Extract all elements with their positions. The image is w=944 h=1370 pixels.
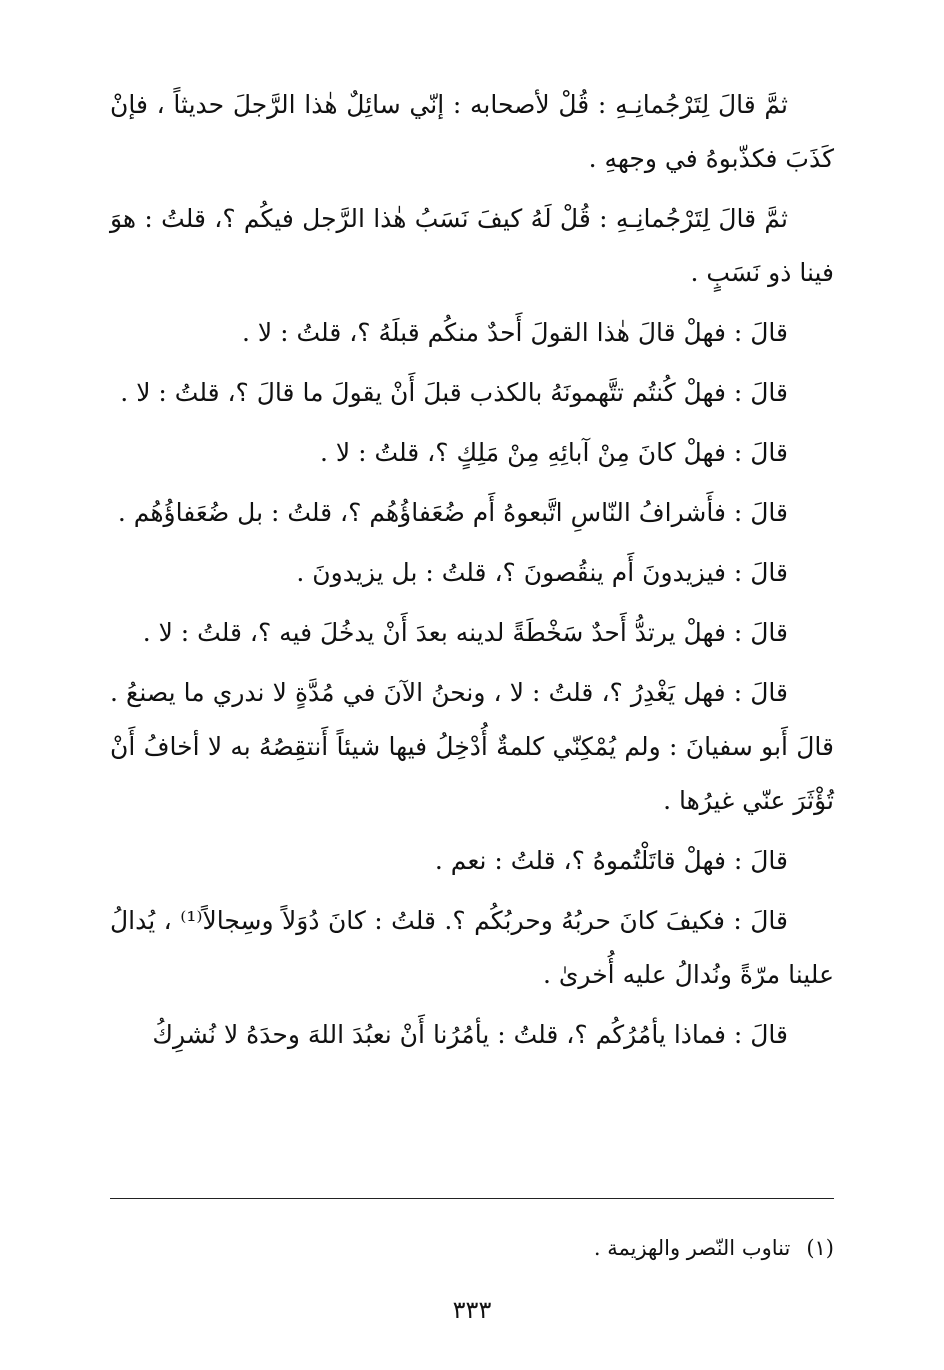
paragraph: قالَ : فكيفَ كانَ حربُهُ وحربُكُم ؟. قلتُ : كانَ دُوَلاً وسِجالاً⁽¹⁾ ، يُدالُ علينا مرّةً ونُدالُ عليه أُخرىٰ . <box>110 906 834 989</box>
paragraph: قالَ : فهلْ كُنتُم تتَّهمونَهُ بالكذب قبلَ أَنْ يقولَ ما قالَ ؟، قلتُ : لا . <box>120 378 788 407</box>
main-text <box>110 78 834 1068</box>
footnote-text: تناوب النّصر والهزيمة . <box>593 1236 791 1260</box>
paragraph: قالَ : فماذا يأمُرُكُم ؟، قلتُ : يأمُرُنا أَنْ نعبُدَ اللهَ وحدَهُ لا نُشرِكُ <box>152 1020 788 1049</box>
paragraph: قالَ : فهلْ قالَ هٰذا القولَ أَحدٌ منكُم قبلَهُ ؟، قلتُ : لا . <box>242 318 788 347</box>
paragraph: قالَ : فهلْ كانَ مِنْ آبائِهِ مِنْ مَلِكٍ ؟، قلتُ : لا . <box>319 438 788 467</box>
paragraph: ثمَّ قالَ لِتَرْجُمانِـهِ : قُلْ لَهُ كيفَ نَسَبُ هٰذا الرَّجل فيكُم ؟، قلتُ : هوَ فينا ذو نَسَبٍ . <box>110 204 834 287</box>
footnote-marker: (١) <box>806 1236 834 1260</box>
footnote-divider <box>110 1198 834 1199</box>
page-number: ٣٣٣ <box>452 1296 492 1324</box>
paragraph: ثمَّ قالَ لِتَرْجُمانِـهِ : قُلْ لأصحابه : إنّي سائِلٌ هٰذا الرَّجلَ حديثاً ، فإنْ كَذَبَ فكذّبوهُ في وجههِ . <box>110 90 834 173</box>
paragraph: قالَ : فأَشرافُ النّاسِ اتَّبعوهُ أَم ضُعَفاؤُهُم ؟، قلتُ : بل ضُعَفاؤُهُم . <box>117 498 788 527</box>
paragraph: قالَ : فيزيدونَ أَم ينقُصونَ ؟، قلتُ : بل يزيدونَ . <box>296 558 788 587</box>
paragraph: قالَ : فهلْ قاتَلْتُموهُ ؟، قلتُ : نعم . <box>434 846 788 875</box>
paragraph: قالَ : فهل يَغْدِرُ ؟، قلتُ : لا ، ونحنُ الآنَ في مُدَّةٍ لا ندري ما يصنعُ . قالَ أَبو سفيانَ : ولم يُمْكِنّي كلمةٌ أُدْخِلُ فيها شيئاً أَنتقِصُهُ به لا أخافُ أَنْ تُؤْثَرَ عنّي غيرُها . <box>110 678 834 815</box>
footnote <box>110 1232 834 1264</box>
paragraph: قالَ : فهلْ يرتدُّ أَحدٌ سَخْطَةً لدينه بعدَ أَنْ يدخُلَ فيه ؟، قلتُ : لا . <box>142 618 788 647</box>
